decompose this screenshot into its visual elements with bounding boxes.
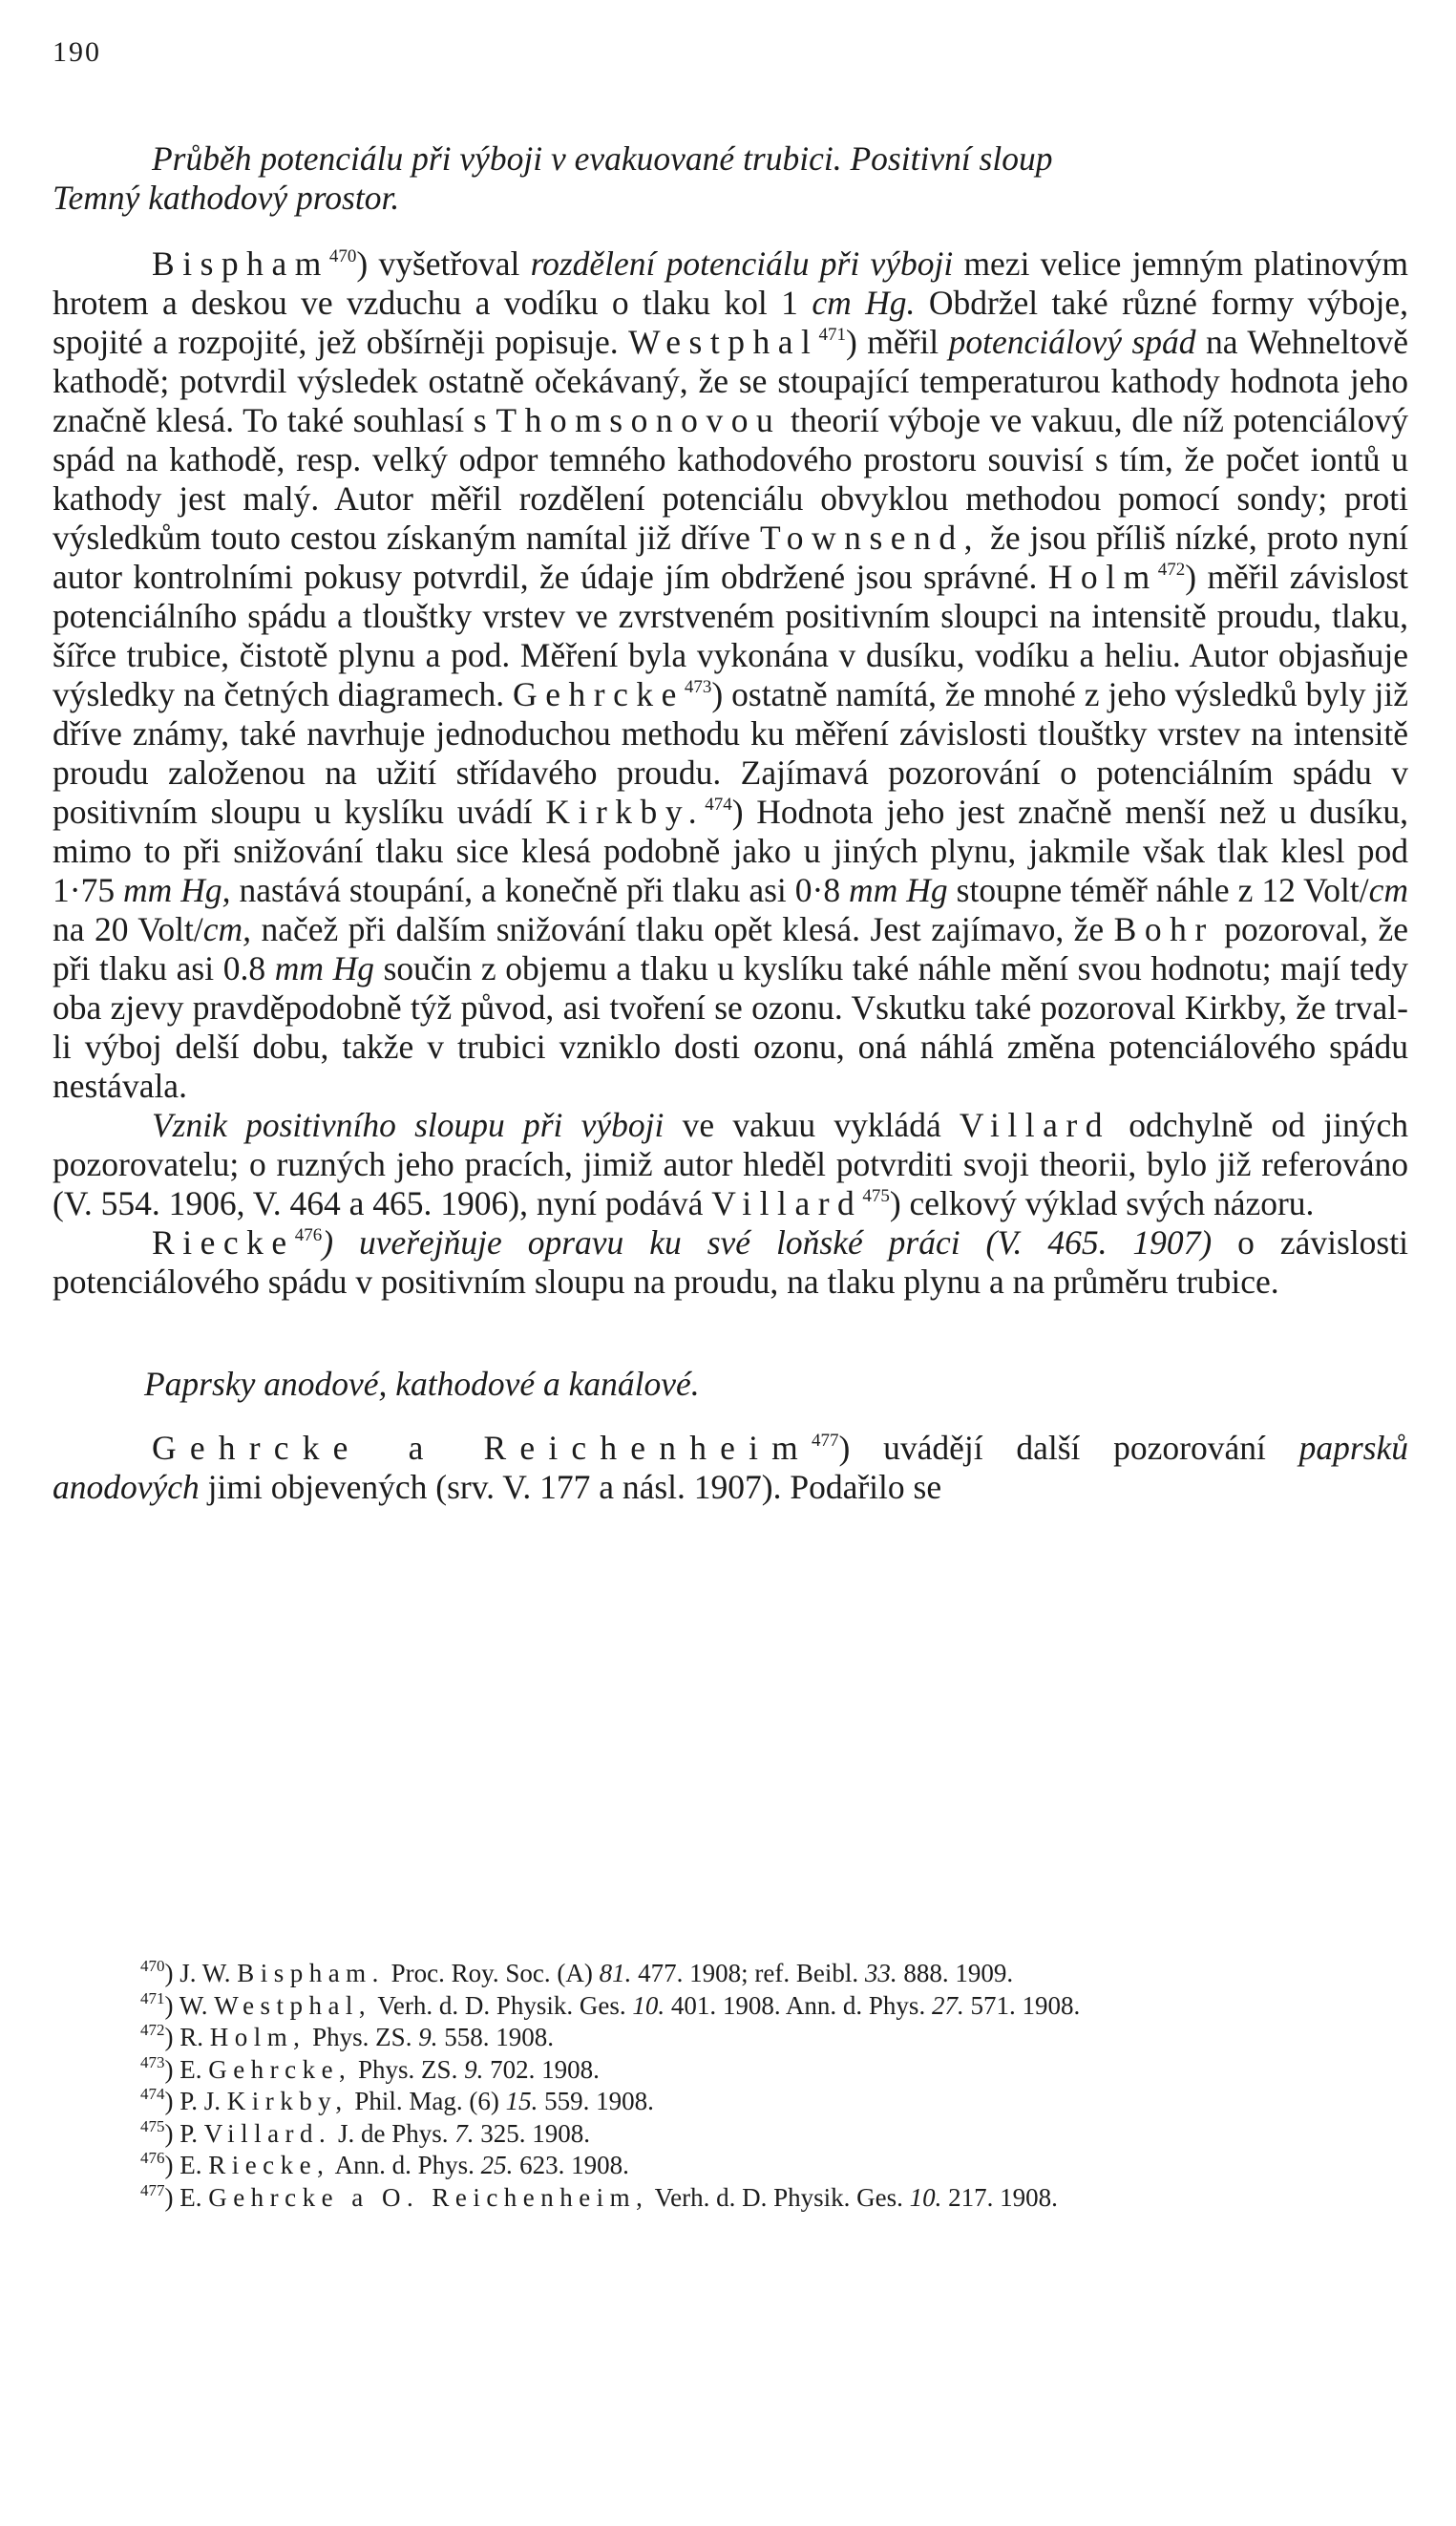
footnote: $^{472}$) R. Holm, Phys. ZS. 9. 558. 1908. [140, 2021, 554, 2051]
paragraph-riecke: Riecke$^{476}$) uveřejňuje opravu ku své loňské práci (V. 465. 1907) o závislosti potenciálového spádu v positivním sloupu na proudu, na tlaku plynu a na průměru trubice. [53, 1223, 1408, 1301]
footnotes [53, 1958, 1408, 2214]
footnote: $^{473}$) E. Gehrcke, Phys. ZS. 9. 702. 1908. [140, 2052, 600, 2084]
footnote: $^{471}$) W. Westphal, Verh. d. D. Physik. Ges. 10. 401. 1908. Ann. d. Phys. 27. 571. 1908. [140, 1988, 1081, 2020]
heading-line: Temný kathodový prostor. [53, 179, 400, 217]
paragraph-bispham: Bispham$^{470}$) vyšetřoval rozdělení potenciálu při výboji mezi velice jemným platinovým hrotem a deskou ve vzduchu a vodíku o tlaku kol 1 cm Hg. Obdržel také různé formy výboje, spojité a rozpojité, jež obšírněji popisuje. Westphal$^{471}$) měřil potenciálový spád na Wehneltově kathodě; potvrdil výsledek ostatně očekávaný, že se stoupající temperaturou kathody hodnota jeho značně klesá. To také souhlasí s Thomsonovou theorií výboje ve vakuu, dle níž potenciálový spád na kathodě, resp. velký odpor temného kathodového prostoru souvisí s tím, že počet iontů u kathody jest malý. Autor měřil rozdělení potenciálu obvyklou methodou pomocí sondy; proti výsledkům touto cestou získaným namítal již dříve Townsend, že jsou příliš nízké, proto nyní autor kontrolními pokusy potvrdil, že údaje jím obdržené jsou správné. Holm$^{472}$) měřil závislost potenciálního spádu a tlouštky vrstev ve zvrstveném positivním sloupci na intensitě proudu, tlaku, šířce trubice, čistotě plynu a pod. Měření byla vykonána v dusíku, vodíku a heliu. Autor objasňuje výsledky na četných diagramech. Gehrcke$^{473}$) ostatně namítá, že mnohé z jeho výsledků byly již dříve známy, také navrhuje jednoduchou methodu ku měření závislosti tlouštky vrstev na intensitě proudu založenou na užití střídavého proudu. Zajímavá pozorování o potenciálním spádu v positivním sloupu u kyslíku uvádí Kirkby.$^{474}$) Hodnota jeho jest značně menší než u dusíku, mimo to při snižování tlaku sice klesá podobně jako u jiných plynu, jakmile však tlak klesl pod 1·75 mm Hg, nastává stoupání, a konečně při tlaku asi 0·8 mm Hg stoupne téměř náhle z 12 Volt/cm na 20 Volt/cm, načež při dalším snižování tlaku opět klesá. Jest zajímavo, že Bohr pozoroval, že při tlaku asi 0.8 mm Hg součin z objemu a tlaku u kyslíku také náhle mění svou hodnotu; mají tedy oba zjevy pravděpodobně týž původ, asi tvoření se ozonu. Vskutku také pozoroval Kirkby, že trval-li výboj delší dobu, takže v trubici vzniklo dosti ozonu, oná náhlá změna potenciálového spádu nestávala. [53, 244, 1409, 1105]
heading-line: Průběh potenciálu při výboji v evakuované trubici. Positivní sloup [152, 139, 1053, 178]
footnote: $^{477}$) E. Gehrcke a O. Reichenheim, Verh. d. D. Physik. Ges. 10. 217. 1908. [140, 2180, 1058, 2212]
page-number: 190 [53, 36, 101, 68]
footnote: $^{476}$) E. Riecke, Ann. d. Phys. 25. 623. 1908. [140, 2149, 629, 2179]
footnote: $^{474}$) P. J. Kirkby, Phil. Mag. (6) 15. 559. 1908. [140, 2085, 654, 2115]
section-heading-rays: Paprsky anodové, kathodové a kanálové. [144, 1365, 700, 1403]
section-heading-potential [53, 139, 1408, 218]
body-text [53, 244, 1408, 1507]
paragraph-gehrcke: Gehrcke a Reichenheim$^{477}$) uvádějí další pozorování paprsků anodových jimi objevených (srv. V. 177 a násl. 1907). Podařilo se [53, 1429, 1408, 1506]
footnote: $^{475}$) P. Villard. J. de Phys. 7. 325. 1908. [140, 2116, 590, 2148]
paragraph-villard: Vznik positivního sloupu při výboji ve vakuu vykládá Villard odchylně od jiných pozorovatelu; o ruzných jeho pracích, jimiž autor hleděl potvrditi svoji theorii, bylo již referováno (V. 554. 1906, V. 464 a 465. 1906), nyní podává Villard$^{475}$) celkový výklad svých názoru. [53, 1106, 1409, 1222]
footnote: $^{470}$) J. W. Bispham. Proc. Roy. Soc. (A) 81. 477. 1908; ref. Beibl. 33. 888. 1909. [140, 1957, 1014, 1987]
